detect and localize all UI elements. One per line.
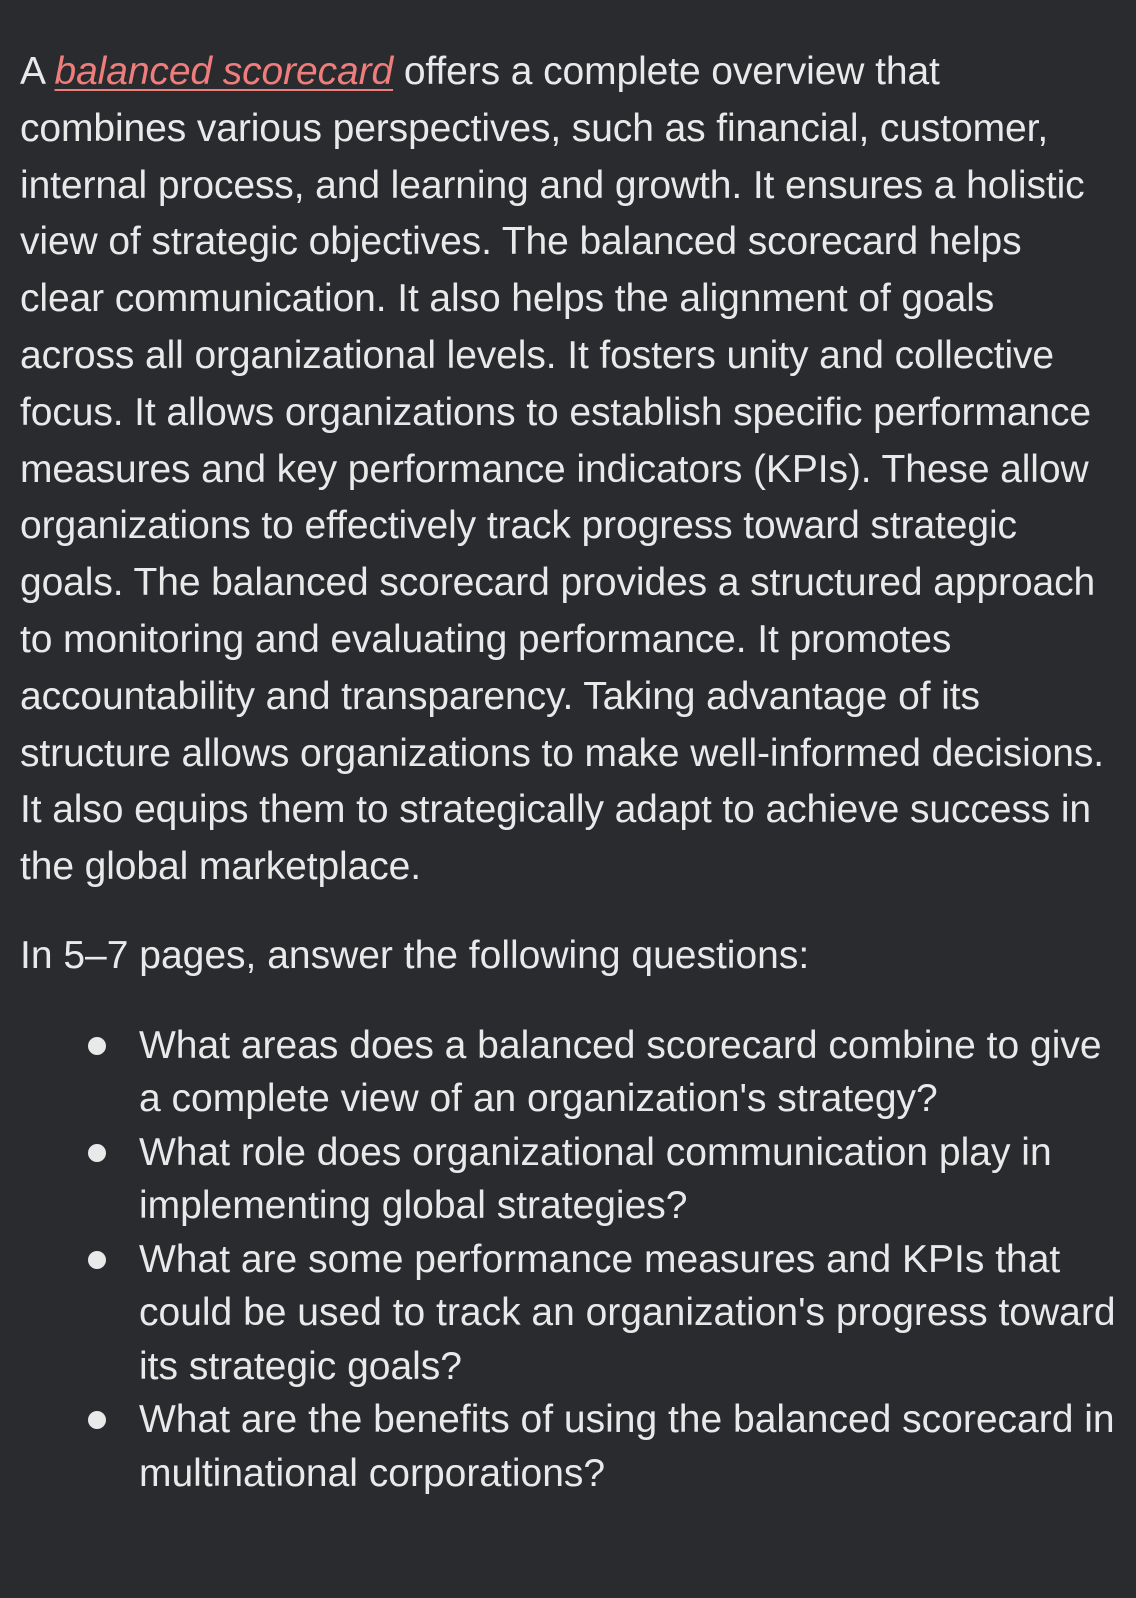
question-item xyxy=(20,1233,1116,1394)
assignment-content xyxy=(20,44,1116,1500)
question-list xyxy=(20,1019,1116,1501)
bullet-icon xyxy=(88,1411,106,1429)
bullet-icon xyxy=(88,1251,106,1269)
question-item xyxy=(20,1019,1116,1126)
question-text: What are some performance measures and KPIs that could be used to track an organization's progress toward its strategic goals? xyxy=(139,1237,1116,1388)
question-text: What role does organizational communication play in implementing global strategies? xyxy=(139,1130,1052,1228)
intro-body-text: offers a complete overview that combines various perspectives, such as financial, customer, internal process, and learning and growth. It ensures a holistic view of strategic objectives. The balanced scorecard helps clear communication. It also helps the alignment of goals across all organizational levels. It fosters unity and collective focus. It allows organizations to establish specific performance measures and key performance indicators (KPIs). These allow organizations to effectively track progress toward strategic goals. The balanced scorecard provides a structured approach to monitoring and evaluating performance. It promotes accountability and transparency. Taking advantage of its structure allows organizations to make well-informed decisions. It also equips them to strategically adapt to achieve success in the global marketplace. xyxy=(20,50,1105,889)
intro-paragraph xyxy=(20,44,1116,896)
balanced-scorecard-link[interactable]: balanced scorecard xyxy=(54,50,394,93)
question-item xyxy=(20,1126,1116,1233)
intro-lead-text: A xyxy=(20,50,55,93)
assignment-prompt: In 5–7 pages, answer the following questions: xyxy=(20,933,810,977)
question-item xyxy=(20,1393,1116,1500)
question-text: What are the benefits of using the balanced scorecard in multinational corporations? xyxy=(139,1398,1115,1495)
bullet-icon xyxy=(88,1144,106,1162)
bullet-icon xyxy=(88,1037,106,1055)
question-text: What areas does a balanced scorecard combine to give a complete view of an organization's strategy? xyxy=(139,1023,1102,1121)
